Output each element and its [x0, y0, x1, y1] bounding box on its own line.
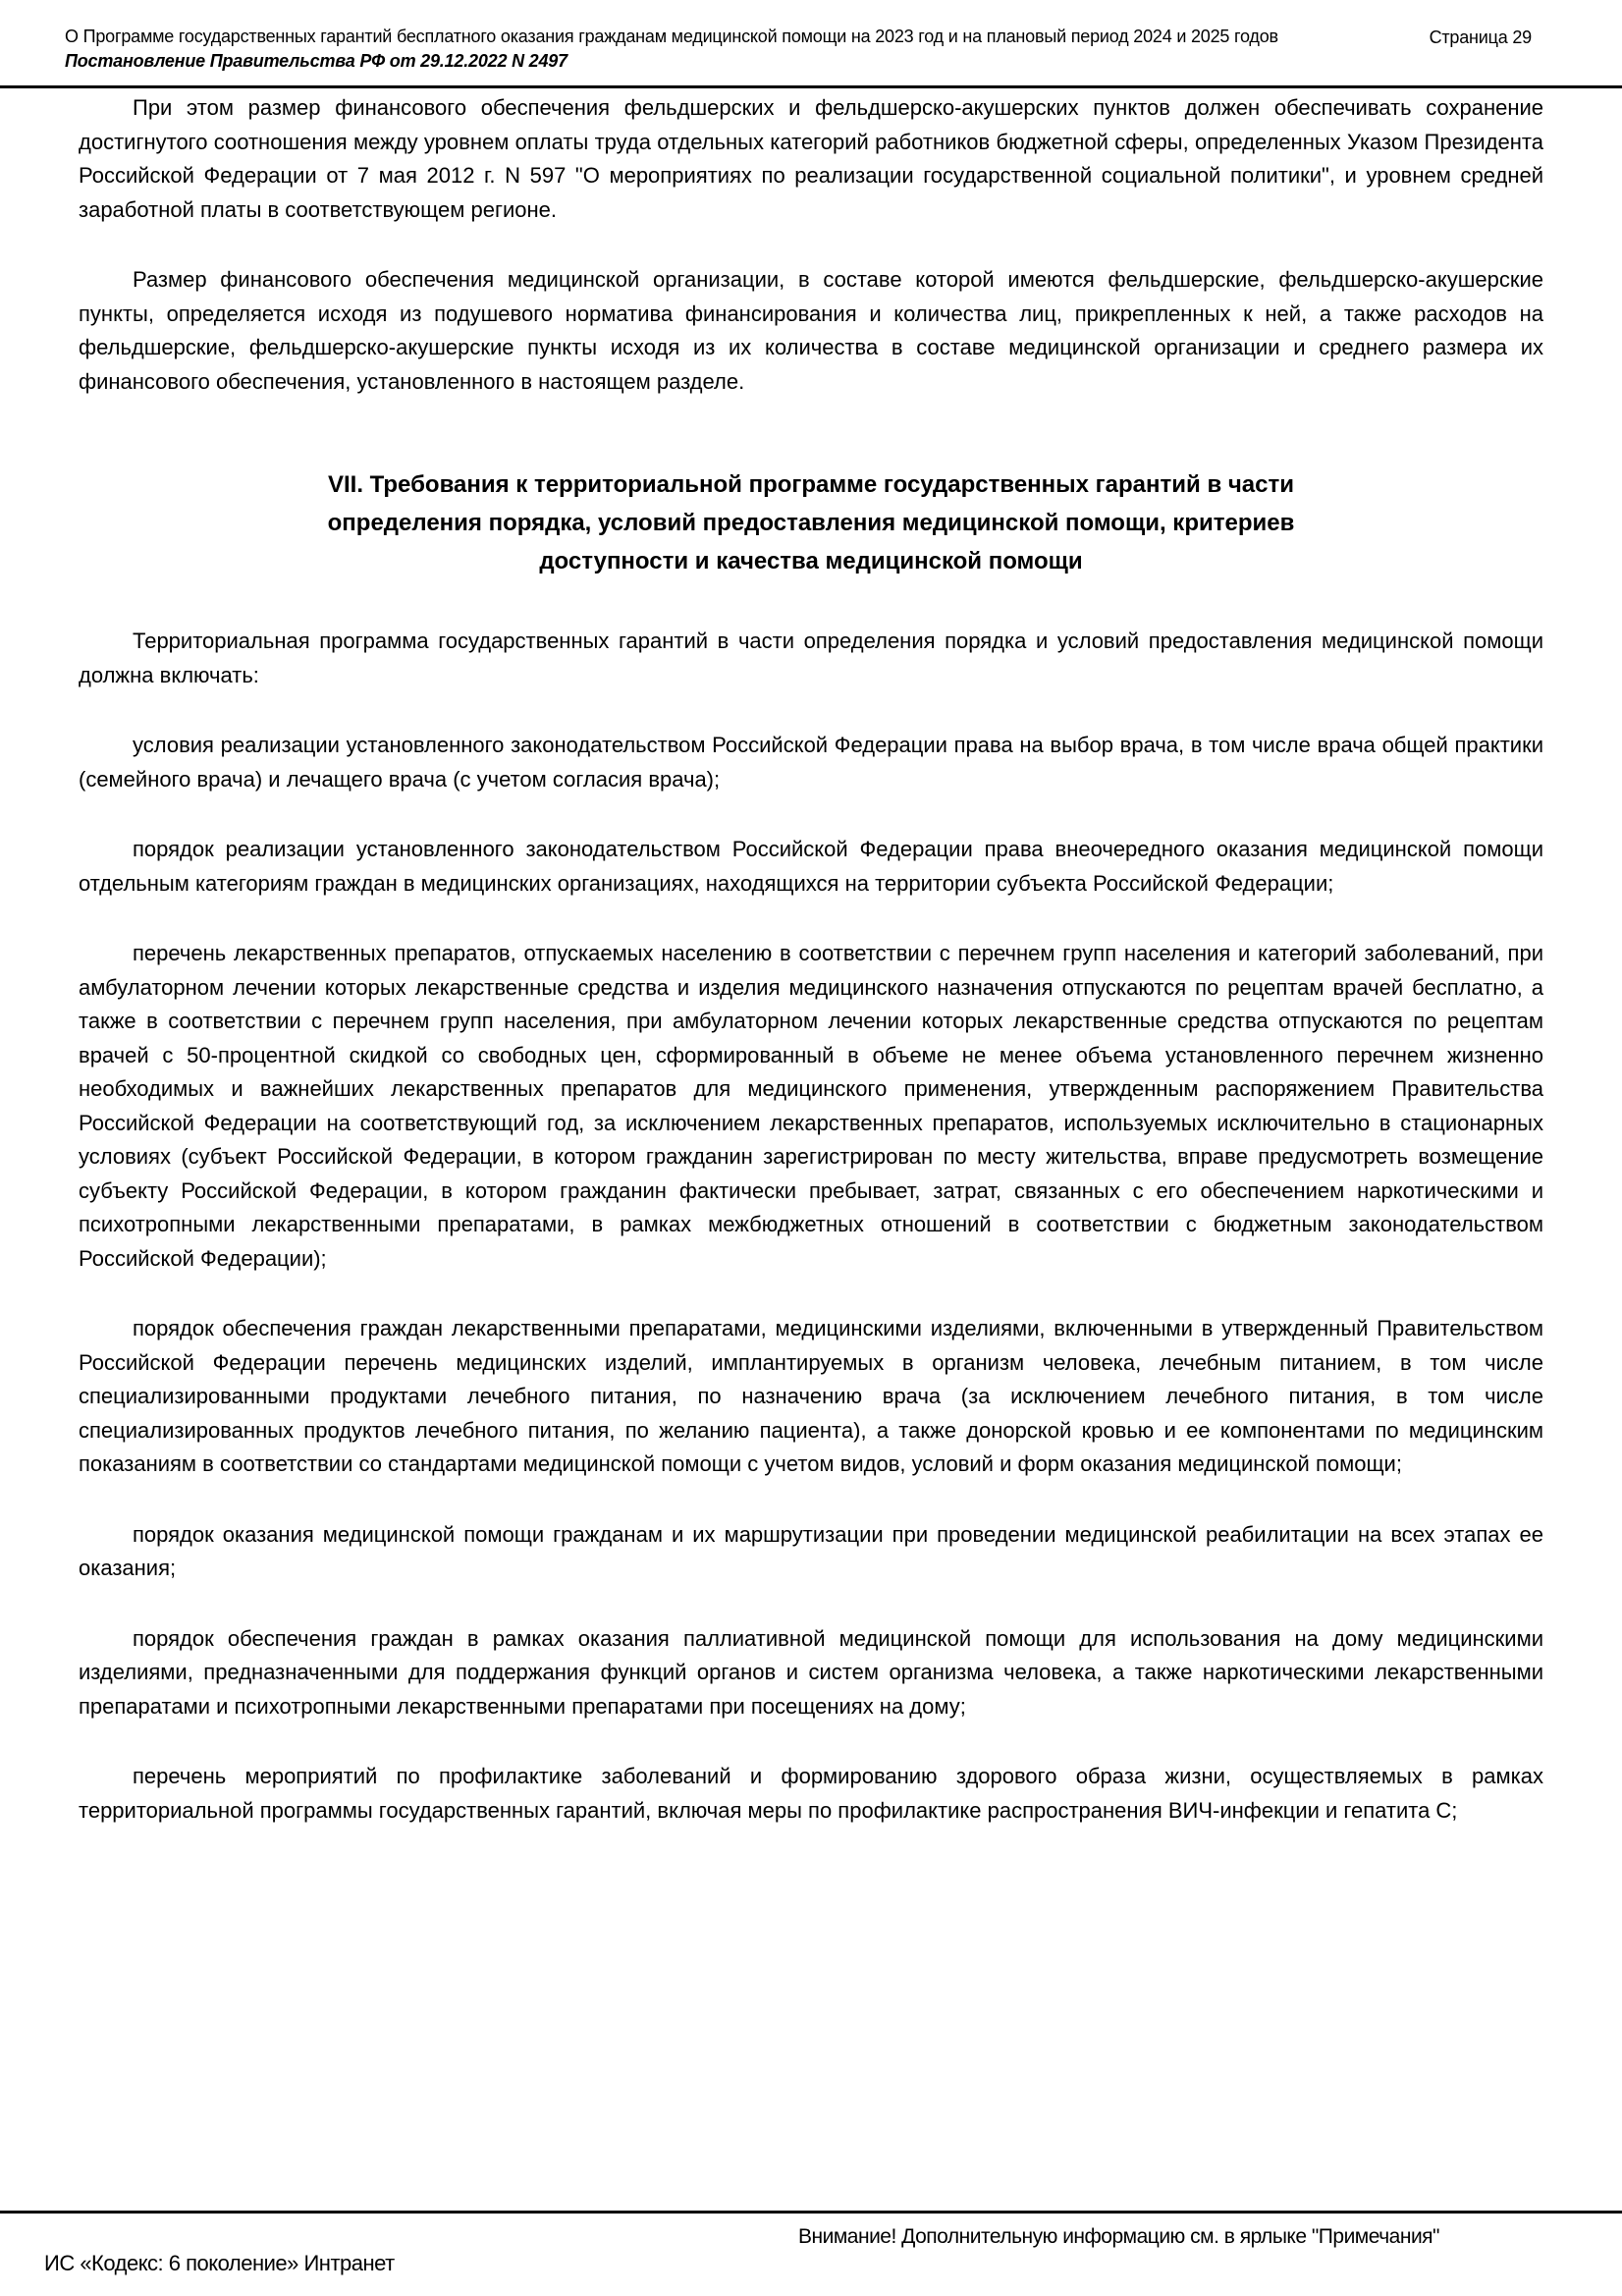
document-title: О Программе государственных гарантий бесплатного оказания гражданам медицинской помощи на 2023 год и на плановый период 2024 и 2025 годов	[65, 27, 1278, 46]
document-subtitle: Постановление Правительства РФ от 29.12.2022 N 2497	[65, 51, 568, 71]
body-paragraph: порядок обеспечения граждан в рамках оказания паллиативной медицинской помощи для использования на дому медицинскими изделиями, предназначенными для поддержания функций органов и систем организма человека, а также наркотическими лекарственными препаратами и психотропными лекарственными препаратами при посещениях на дому;	[79, 1625, 1543, 1719]
footer-attention-note: Внимание! Дополнительную информацию см. в ярлыке "Примечания"	[798, 2225, 1439, 2248]
body-paragraph: перечень мероприятий по профилактике заболеваний и формированию здорового образа жизни, осуществляемых в рамках территориальной программы государственных гарантий, включая меры по профилактике распространения ВИЧ-инфекции и гепатита С;	[79, 1764, 1543, 1823]
document-header	[0, 0, 1622, 73]
body-paragraph: При этом размер финансового обеспечения фельдшерских и фельдшерско-акушерских пунктов должен обеспечивать сохранение достигнутого соотношения между уровнем оплаты труда отдельных категорий работников бюджетной сферы, определенных Указом Президента Российской Федерации от 7 мая 2012 г. N 597 "О мероприятиях по реализации государственной социальной политики", и уровнем средней заработной платы в соответствующем регионе.	[79, 95, 1543, 222]
section-heading: VII. Требования к территориальной программе государственных гарантий в части определения порядка, условий предоставления медицинской помощи, критериев доступности и качества медицинской помощи	[327, 471, 1295, 574]
body-paragraph: порядок оказания медицинской помощи гражданам и их маршрутизации при проведении медицинской реабилитации на всех этапах ее оказания;	[79, 1521, 1543, 1580]
page-number: Страница 29	[1429, 27, 1532, 47]
body-paragraph: порядок обеспечения граждан лекарственными препаратами, медицинскими изделиями, включенными в утвержденный Правительством Российской Федерации перечень медицинских изделий, имплантируемых в организм человека, лечебным питанием, в том числе специализированными продуктами лечебного питания, по назначению врача (за исключением лечебного питания, в том числе специализированных продуктов лечебного питания, по желанию пациента), а также донорской кровью и ее компонентами по медицинским показаниям в соответствии со стандартами медицинской помощи с учетом видов, условий и форм оказания медицинской помощи;	[79, 1316, 1543, 1476]
body-paragraph: порядок реализации установленного законодательством Российской Федерации права внеочередного оказания медицинской помощи отдельным категориям граждан в медицинских организациях, находящихся на территории субъекта Российской Федерации;	[79, 837, 1543, 896]
body-paragraph: условия реализации установленного законодательством Российской Федерации права на выбор врача, в том числе врача общей практики (семейного врача) и лечащего врача (с учетом согласия врача);	[79, 733, 1543, 792]
footer-source-label: ИС «Кодекс: 6 поколение» Интранет	[44, 2251, 395, 2275]
document-footer	[0, 2211, 1622, 2296]
footer-rule	[0, 2211, 1622, 2214]
document-body	[0, 88, 1622, 1828]
body-paragraph: Территориальная программа государственных гарантий в части определения порядка и условий предоставления медицинской помощи должна включать:	[79, 629, 1543, 687]
body-paragraph: Размер финансового обеспечения медицинской организации, в составе которой имеются фельдшерские, фельдшерско-акушерские пункты, определяется исходя из подушевого норматива финансирования и количества лиц, прикрепленных к ней, а также расходов на фельдшерские, фельдшерско-акушерские пункты исходя из их количества в составе медицинской организации и среднего размера их финансового обеспечения, установленного в настоящем разделе.	[79, 267, 1543, 394]
header-row	[65, 26, 1532, 49]
body-paragraph: перечень лекарственных препаратов, отпускаемых населению в соответствии с перечнем групп населения и категорий заболеваний, при амбулаторном лечении которых лекарственные средства и изделия медицинского назначения отпускаются по рецептам врачей бесплатно, а также в соответствии с перечнем групп населения, при амбулаторном лечении которых лекарственные средства отпускаются по рецептам врачей с 50-процентной скидкой со свободных цен, сформированный в объеме не менее объема установленного перечнем жизненно необходимых и важнейших лекарственных препаратов для медицинского применения, утвержденным распоряжением Правительства Российской Федерации на соответствующий год, за исключением лекарственных препаратов, используемых исключительно в стационарных условиях (субъект Российской Федерации, в котором гражданин зарегистрирован по месту жительства, вправе предусмотреть возмещение субъекту Российской Федерации, в котором гражданин фактически пребывает, затрат, связанных с его обеспечением наркотическими и психотропными лекарственными препаратами, в рамках межбюджетных отношений в соответствии с бюджетным законодательством Российской Федерации);	[79, 941, 1543, 1271]
